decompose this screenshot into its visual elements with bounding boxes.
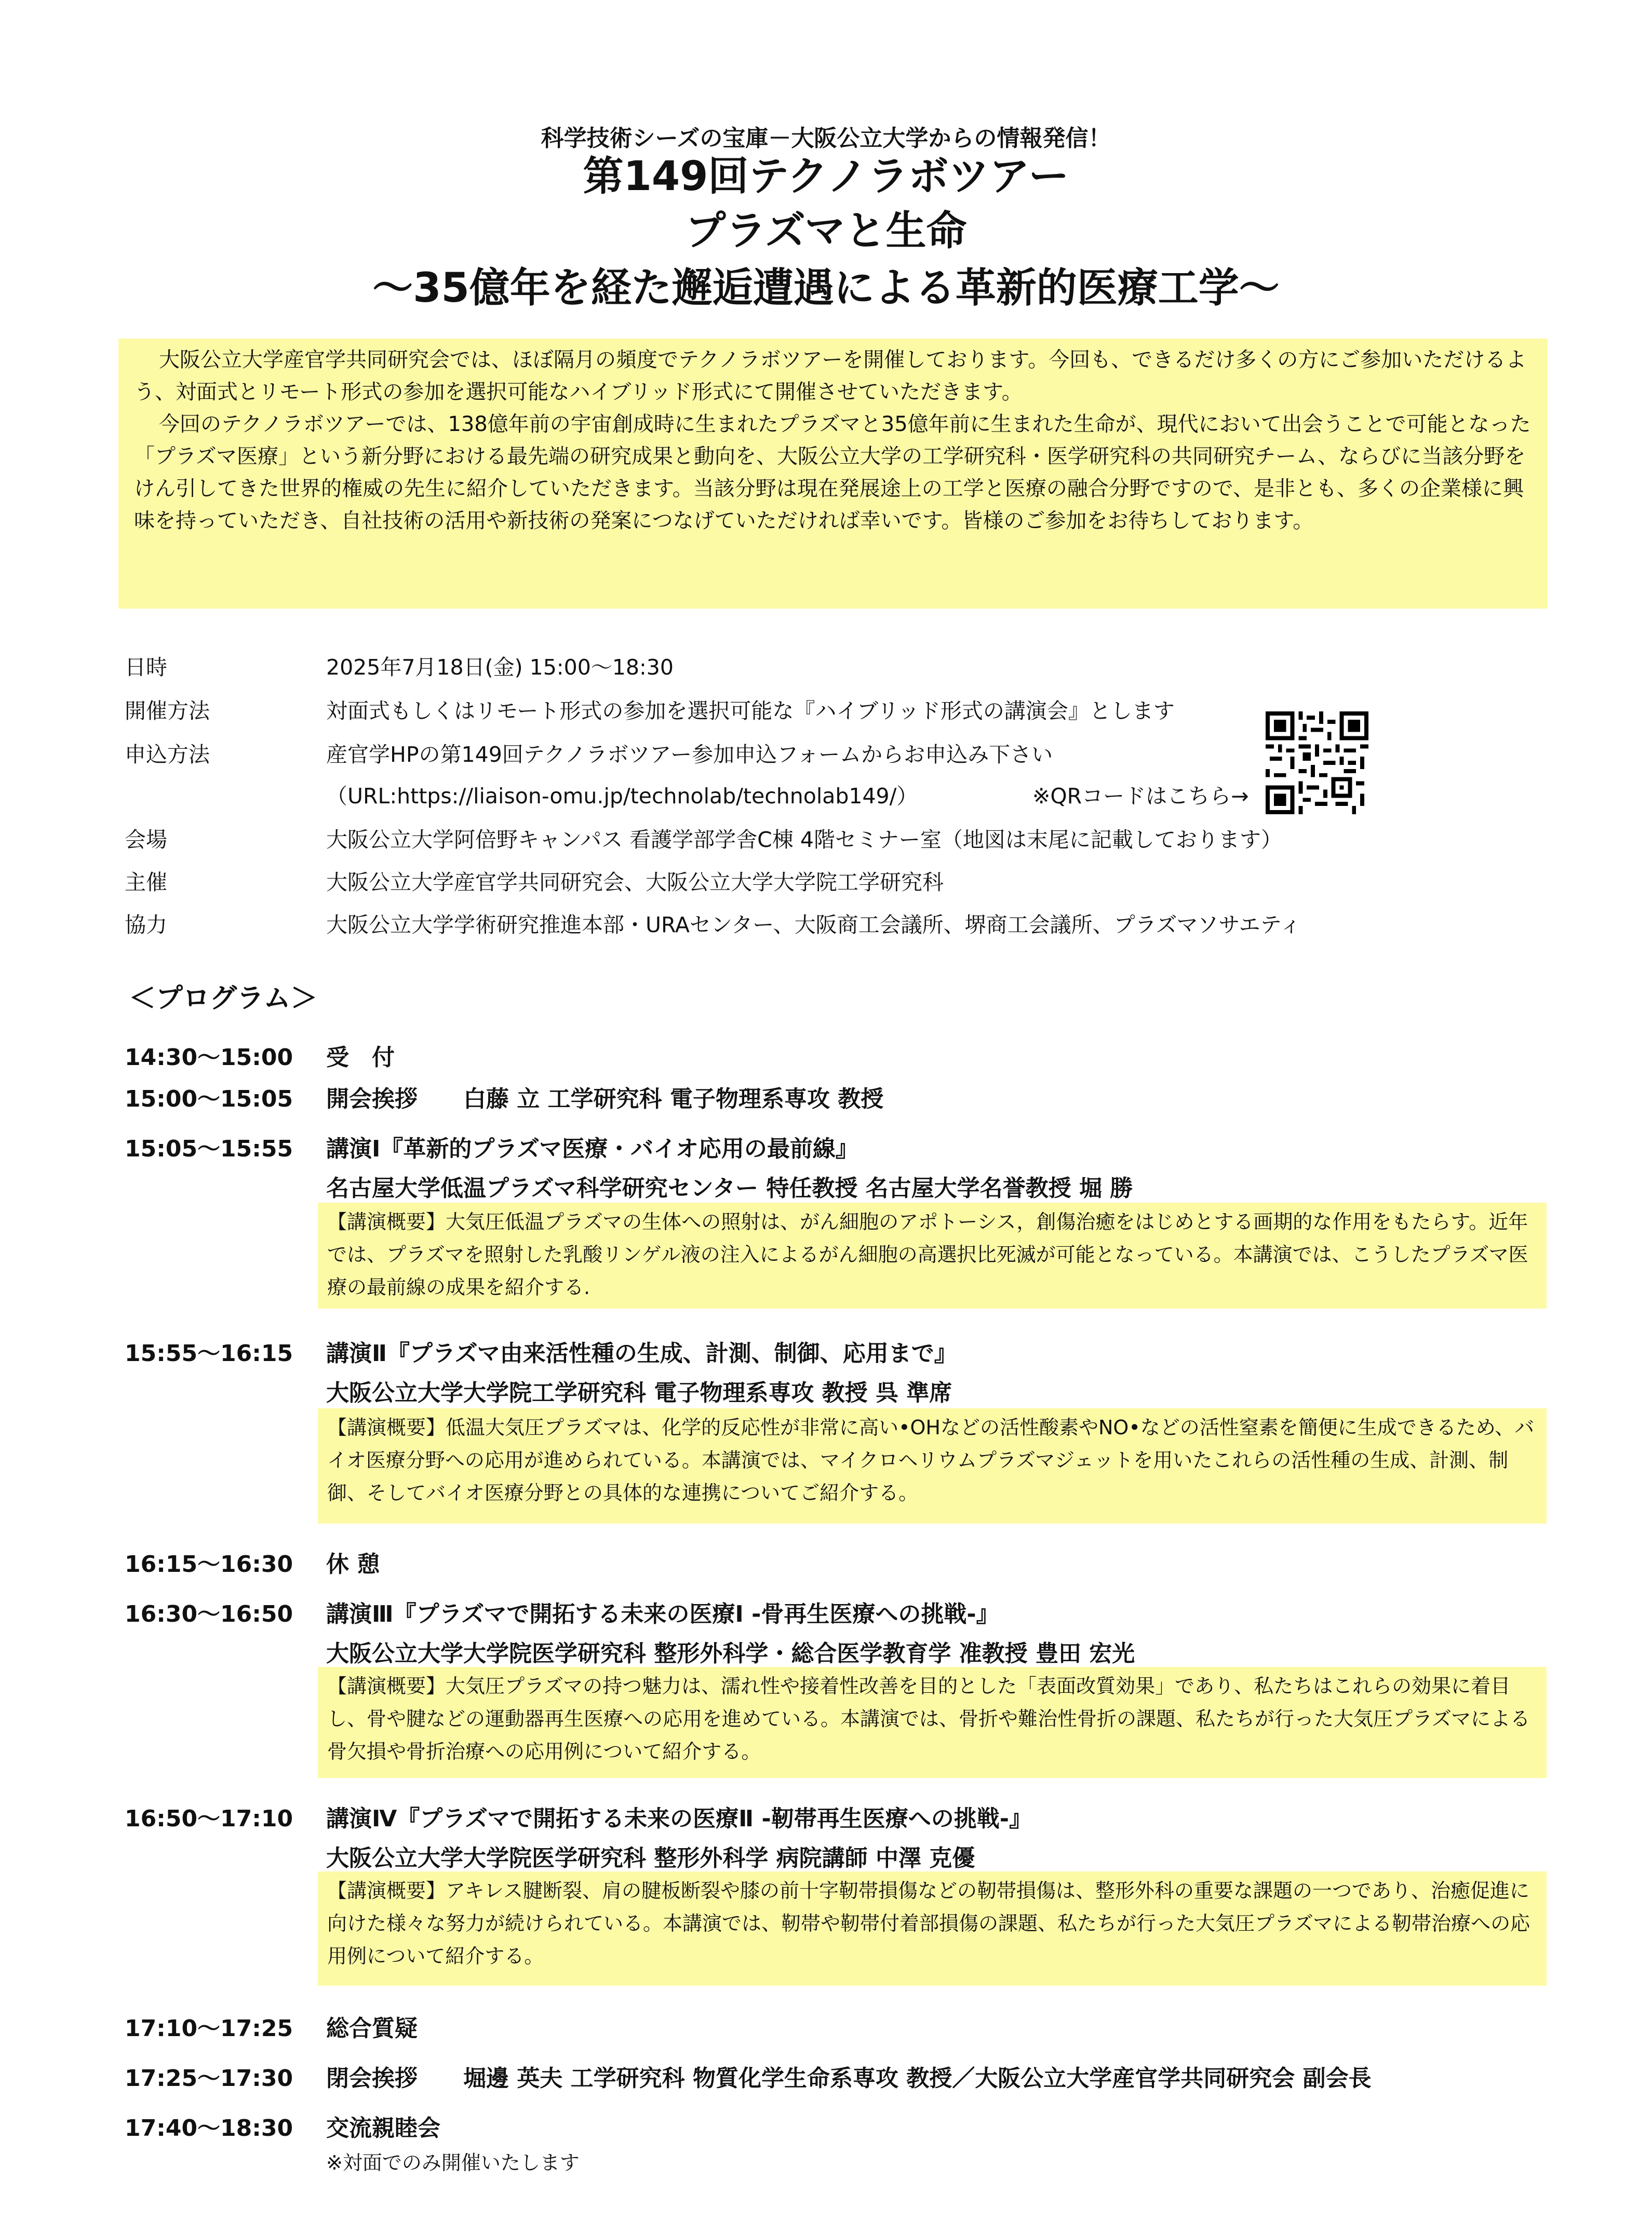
lecture4-speaker: 大阪公立大学大学院医学研究科 整形外科学 病院講師 中澤 克優 — [326, 1845, 975, 1871]
lecture4-abstract: 【講演概要】アキレス腱断裂、肩の腱板断裂や膝の前十字靭帯損傷などの靭帯損傷は、整形外科の重要な課題の一つであり、治癒促進に向けた様々な努力が続けられている。本講演では、靭帯や靭帯付着部損傷の課題、私たちが行った大気圧プラズマによる靭帯治療への応用例について紹介する。 — [318, 1871, 1547, 1986]
date-label: 日時 — [125, 655, 167, 680]
lecture1-time: 15:05～15:55 — [125, 1136, 293, 1162]
cooperation-label: 協力 — [125, 912, 167, 937]
intro-box — [118, 339, 1548, 609]
opening-time: 15:00～15:05 — [125, 1086, 293, 1112]
networking-title: 交流親睦会 — [326, 2115, 440, 2142]
qa-time: 17:10～17:25 — [125, 2015, 293, 2042]
method-label: 開催方法 — [125, 698, 210, 723]
host-label: 主催 — [125, 870, 167, 895]
method-value: 対面式もしくはリモート形式の参加を選択可能な『ハイブリッド形式の講演会』とします — [326, 698, 1175, 723]
intro-paragraph-1: 大阪公立大学産官学共同研究会では、ほぼ隔月の頻度でテクノラボツアーを開催しております。今回も、できるだけ多くの方にご参加いただけるよう、対面式とリモート形式の参加を選択可能なハイブリッド形式にて開催させていただきます。 — [134, 348, 1527, 404]
reception-time: 14:30～15:00 — [125, 1044, 293, 1071]
apply-url[interactable]: （URL:https://liaison-omu.jp/technolab/technolab149/） — [326, 784, 918, 809]
opening-title: 開会挨拶 白藤 立 工学研究科 電子物理系専攻 教授 — [326, 1086, 884, 1112]
date-value: 2025年7月18日(金) 15:00～18:30 — [326, 655, 674, 680]
lecture4-title: 講演Ⅳ『プラズマで開拓する未来の医療Ⅱ -靭帯再生医療への挑戦-』 — [326, 1806, 1032, 1832]
lecture1-title: 講演Ⅰ『革新的プラズマ医療・バイオ応用の最前線』 — [326, 1136, 858, 1162]
apply-value: 産官学HPの第149回テクノラボツアー参加申込フォームからお申込み下さい — [326, 742, 1053, 767]
lecture2-title: 講演Ⅱ『プラズマ由来活性種の生成、計測、制御、応用まで』 — [326, 1340, 957, 1367]
lecture3-abstract: 【講演概要】大気圧プラズマの持つ魅力は、濡れ性や接着性改善を目的とした「表面改質効果」であり、私たちはこれらの効果に着目し、骨や腱などの運動器再生医療への応用を進めている。本講演では、骨折や難治性骨折の課題、私たちが行った大気圧プラズマによる骨欠損や骨折治療への応用例について紹介する。 — [318, 1667, 1547, 1778]
program-heading: ＜プログラム＞ — [129, 983, 318, 1014]
super-title: 科学技術シーズの宝庫－大阪公立大学からの情報発信！ — [541, 125, 1111, 152]
venue-label: 会場 — [125, 827, 167, 852]
lecture2-speaker: 大阪公立大学大学院工学研究科 電子物理系専攻 教授 呉 準席 — [326, 1380, 952, 1406]
intro-paragraph-2: 今回のテクノラボツアーでは、138億年前の宇宙創成時に生まれたプラズマと35億年前に生まれた生命が、現代において出会うことで可能となった「プラズマ医療」という新分野における最先端の研究成果と動向を、大阪公立大学の工学研究科・医学研究科の共同研究チーム、ならびに当該分野をけん引してきた世界的権威の先生に紹介していただきます。当該分野は現在発展途上の工学と医療の融合分野ですので、是非とも、多くの企業様に興味を持っていただき、自社技術の活用や新技術の発案につなげていただければ幸いです。皆様のご参加をお待ちしております。 — [134, 412, 1531, 533]
lecture4-time: 16:50～17:10 — [125, 1806, 293, 1832]
host-value: 大阪公立大学産官学共同研究会、大阪公立大学大学院工学研究科 — [326, 870, 944, 895]
qr-note: ※QRコードはこちら→ — [1032, 784, 1249, 809]
lecture3-speaker: 大阪公立大学大学院医学研究科 整形外科学・総合医学教育学 准教授 豊田 宏光 — [326, 1640, 1135, 1667]
break-time: 16:15～16:30 — [125, 1551, 293, 1578]
reception-title: 受 付 — [326, 1044, 395, 1071]
venue-value: 大阪公立大学阿倍野キャンパス 看護学部学舎C棟 4階セミナー室（地図は末尾に記載しております） — [326, 827, 1282, 852]
title-line-1: 第149回テクノラボツアー — [583, 153, 1069, 200]
lecture2-abstract: 【講演概要】低温大気圧プラズマは、化学的反応性が非常に高い•OHなどの活性酸素やNO•などの活性窒素を簡便に生成できるため、バイオ医療分野への応用が進められている。本講演では、マイクロヘリウムプラズマジェットを用いたこれらの活性種の生成、計測、制御、そしてバイオ医療分野との具体的な連携についてご紹介する。 — [318, 1408, 1547, 1524]
lecture3-title: 講演Ⅲ『プラズマで開拓する未来の医療Ⅰ -骨再生医療への挑戦-』 — [326, 1601, 999, 1627]
qr-code-icon[interactable] — [1266, 711, 1368, 814]
networking-note: ※対面でのみ開催いたします — [326, 2151, 580, 2174]
lecture1-abstract: 【講演概要】大気圧低温プラズマの生体への照射は、がん細胞のアポトーシス，創傷治癒をはじめとする画期的な作用をもたらす。近年では、プラズマを照射した乳酸リンゲル液の注入によるがん細胞の高選択比死滅が可能となっている。本講演では、こうしたプラズマ医療の最前線の成果を紹介する. — [318, 1203, 1547, 1309]
cooperation-value: 大阪公立大学学術研究推進本部・URAセンター、大阪商工会議所、堺商工会議所、プラズマソサエティ — [326, 912, 1301, 937]
apply-label: 申込方法 — [125, 742, 210, 767]
lecture1-speaker: 名古屋大学低温プラズマ科学研究センター 特任教授 名古屋大学名誉教授 堀 勝 — [326, 1175, 1133, 1202]
closing-time: 17:25～17:30 — [125, 2065, 293, 2092]
break-title: 休 憩 — [326, 1551, 380, 1578]
qa-title: 総合質疑 — [326, 2015, 418, 2042]
networking-time: 17:40～18:30 — [125, 2115, 293, 2142]
lecture3-time: 16:30～16:50 — [125, 1601, 293, 1627]
closing-title: 閉会挨拶 堀邊 英夫 工学研究科 物質化学生命系専攻 教授／大阪公立大学産官学共同研究会 副会長 — [326, 2065, 1372, 2092]
lecture2-time: 15:55～16:15 — [125, 1340, 293, 1367]
title-line-3: ～35億年を経た邂逅遭遇による革新的医療工学～ — [372, 265, 1280, 312]
title-line-2: プラズマと生命 — [685, 208, 967, 254]
